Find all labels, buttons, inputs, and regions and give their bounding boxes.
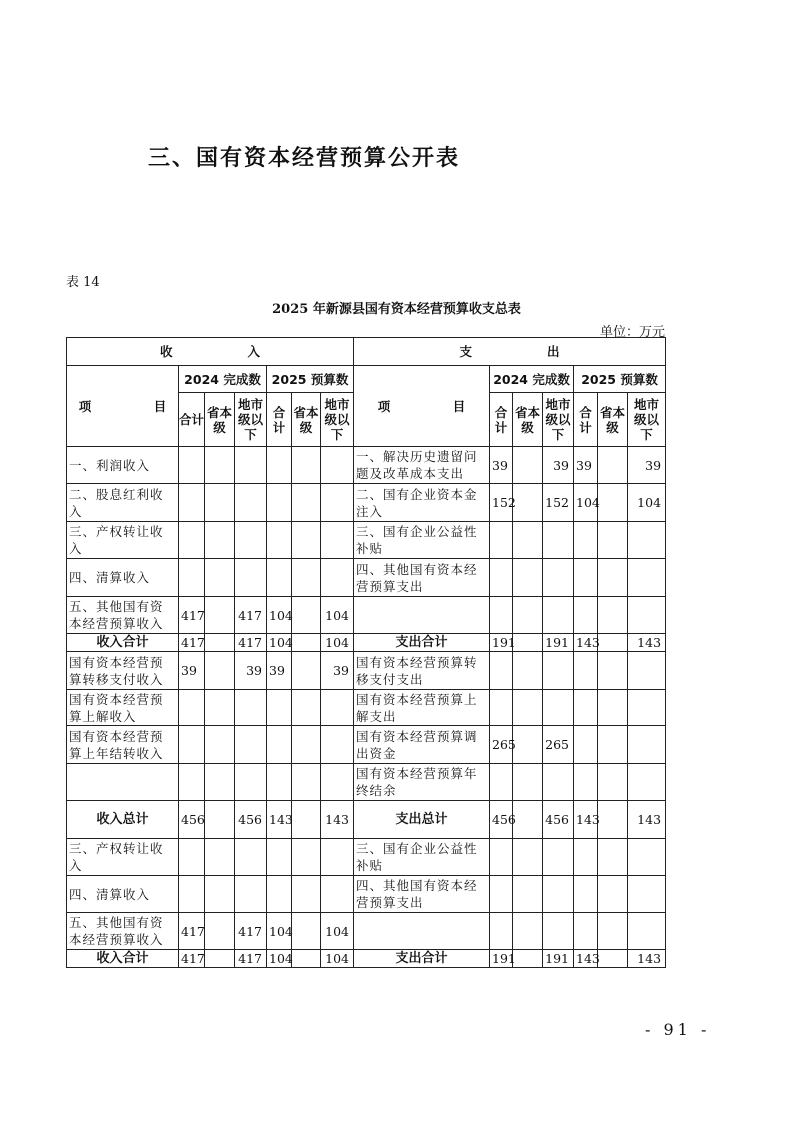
- table-row: [67, 484, 666, 522]
- income-value: [267, 764, 292, 801]
- expense-item: 支出总计: [354, 801, 490, 839]
- income-value: 104: [321, 950, 354, 968]
- expense-item: 国有资本经营预算年终结余: [354, 764, 490, 801]
- income-value: [321, 764, 354, 801]
- expense-value: [598, 597, 628, 634]
- income-value: [179, 764, 205, 801]
- expense-item: 三、国有企业公益性补贴: [354, 522, 490, 559]
- expense-value: [598, 447, 628, 484]
- income-value: [292, 726, 321, 764]
- expense-2024-header: 2024 完成数: [490, 366, 574, 393]
- expense-value: [574, 913, 598, 950]
- expense-value: [574, 690, 598, 726]
- income-2024-header: 2024 完成数: [179, 366, 267, 393]
- income-value: [292, 484, 321, 522]
- income-item: 二、股息红利收入: [67, 484, 179, 522]
- income-value: [235, 447, 267, 484]
- table-row: [67, 447, 666, 484]
- table-row: [67, 913, 666, 950]
- income-value: [292, 634, 321, 652]
- expense-value: [598, 652, 628, 690]
- expense-item: 二、国有企业资本金注入: [354, 484, 490, 522]
- expense-value: 152: [490, 484, 513, 522]
- expense-value: [628, 597, 666, 634]
- table-row: [67, 726, 666, 764]
- expense-value: [543, 690, 574, 726]
- income-value: 104: [267, 597, 292, 634]
- expense-value: [574, 876, 598, 913]
- expense-value: [513, 522, 543, 559]
- expense-value: [598, 839, 628, 876]
- income-value: [267, 559, 292, 597]
- expense-value: [490, 876, 513, 913]
- income-value: [321, 726, 354, 764]
- expense-value: 143: [574, 634, 598, 652]
- expense-2025-province-header: 省本级: [598, 393, 628, 447]
- expense-value: [513, 690, 543, 726]
- income-value: 417: [179, 950, 205, 968]
- expense-value: [543, 597, 574, 634]
- expense-value: [513, 950, 543, 968]
- expense-value: [598, 484, 628, 522]
- table-number: 表 14: [66, 275, 100, 290]
- table-row: [67, 559, 666, 597]
- income-item: 国有资本经营预算上年结转收入: [67, 726, 179, 764]
- expense-value: 191: [490, 634, 513, 652]
- income-2025-province-header: 省本级: [292, 393, 321, 447]
- expense-value: [628, 522, 666, 559]
- expense-value: [513, 652, 543, 690]
- expense-value: [490, 597, 513, 634]
- expense-value: [598, 559, 628, 597]
- income-value: 39: [235, 652, 267, 690]
- expense-value: [543, 839, 574, 876]
- income-value: [321, 447, 354, 484]
- income-value: [235, 484, 267, 522]
- income-2025-total-header: 合计: [267, 393, 292, 447]
- income-value: [235, 690, 267, 726]
- income-value: 456: [179, 801, 205, 839]
- income-2024-total-header: 合计: [179, 393, 205, 447]
- income-value: [205, 690, 235, 726]
- table-row: [67, 634, 666, 652]
- income-value: [267, 690, 292, 726]
- income-2024-local-header: 地市级以下: [235, 393, 267, 447]
- income-item: 五、其他国有资本经营预算收入: [67, 597, 179, 634]
- expense-value: 39: [574, 447, 598, 484]
- expense-value: [513, 634, 543, 652]
- expense-item: [354, 913, 490, 950]
- income-value: [205, 634, 235, 652]
- expense-value: 265: [543, 726, 574, 764]
- expense-value: [543, 913, 574, 950]
- expense-value: [543, 764, 574, 801]
- expense-value: [574, 726, 598, 764]
- income-value: [205, 652, 235, 690]
- expense-item: [354, 597, 490, 634]
- expense-value: [574, 652, 598, 690]
- income-value: [292, 597, 321, 634]
- expense-item: 三、国有企业公益性补贴: [354, 839, 490, 876]
- income-value: 417: [235, 913, 267, 950]
- expense-value: [513, 447, 543, 484]
- expense-value: [598, 950, 628, 968]
- expense-value: [628, 876, 666, 913]
- expense-value: 456: [490, 801, 513, 839]
- income-value: [205, 447, 235, 484]
- expense-item: 国有资本经营预算转移支付支出: [354, 652, 490, 690]
- expense-value: 39: [628, 447, 666, 484]
- income-value: [292, 950, 321, 968]
- income-value: [235, 876, 267, 913]
- income-value: [292, 690, 321, 726]
- expense-value: [513, 559, 543, 597]
- expense-value: [513, 597, 543, 634]
- income-value: 417: [179, 634, 205, 652]
- expense-value: 104: [574, 484, 598, 522]
- income-value: [205, 764, 235, 801]
- income-value: 417: [179, 597, 205, 634]
- income-value: [235, 522, 267, 559]
- expense-value: 143: [628, 801, 666, 839]
- expense-value: [628, 764, 666, 801]
- income-value: [235, 726, 267, 764]
- table-row: [67, 950, 666, 968]
- expense-value: [513, 801, 543, 839]
- income-item: 四、清算收入: [67, 876, 179, 913]
- table-row: [67, 597, 666, 634]
- income-value: [235, 559, 267, 597]
- expense-item: 支出合计: [354, 950, 490, 968]
- income-value: [235, 764, 267, 801]
- income-value: [179, 726, 205, 764]
- income-item: 一、利润收入: [67, 447, 179, 484]
- income-value: [321, 559, 354, 597]
- header-row-years: [67, 366, 666, 393]
- income-item: 收入合计: [67, 950, 179, 968]
- expense-value: [598, 690, 628, 726]
- income-item: 国有资本经营预算上解收入: [67, 690, 179, 726]
- income-value: 456: [235, 801, 267, 839]
- expense-value: 143: [574, 950, 598, 968]
- expense-value: [513, 839, 543, 876]
- table-row: [67, 690, 666, 726]
- expense-value: 143: [628, 634, 666, 652]
- income-item: 三、产权转让收入: [67, 522, 179, 559]
- income-value: [321, 484, 354, 522]
- income-item: 国有资本经营预算转移支付收入: [67, 652, 179, 690]
- income-value: [205, 522, 235, 559]
- expense-value: [543, 522, 574, 559]
- expense-2024-total-header: 合计: [490, 393, 513, 447]
- expense-value: [628, 913, 666, 950]
- expense-item: 四、其他国有资本经营预算支出: [354, 559, 490, 597]
- expense-value: [543, 559, 574, 597]
- expense-value: 191: [543, 634, 574, 652]
- expense-value: 152: [543, 484, 574, 522]
- income-value: 417: [235, 950, 267, 968]
- expense-2025-header: 2025 预算数: [574, 366, 666, 393]
- expense-value: [628, 690, 666, 726]
- income-value: [292, 839, 321, 876]
- table-row: [67, 876, 666, 913]
- income-value: 417: [235, 634, 267, 652]
- income-value: [321, 876, 354, 913]
- income-value: 104: [267, 913, 292, 950]
- income-value: [205, 597, 235, 634]
- income-header: 收 入: [67, 338, 354, 366]
- expense-value: 39: [543, 447, 574, 484]
- income-value: [235, 839, 267, 876]
- table-title: 2025 年新源县国有资本经营预算收支总表: [272, 302, 521, 317]
- expense-value: [574, 522, 598, 559]
- header-row-main: [67, 338, 666, 366]
- income-value: [321, 690, 354, 726]
- income-value: 143: [321, 801, 354, 839]
- income-value: [292, 447, 321, 484]
- expense-value: [598, 801, 628, 839]
- expense-item: 国有资本经营预算上解支出: [354, 690, 490, 726]
- income-value: [292, 876, 321, 913]
- expense-value: [598, 764, 628, 801]
- section-title: 三、国有资本经营预算公开表: [148, 146, 461, 171]
- table-row: [67, 839, 666, 876]
- income-item: 五、其他国有资本经营预算收入: [67, 913, 179, 950]
- expense-value: [490, 839, 513, 876]
- expense-value: [598, 522, 628, 559]
- expense-value: [513, 484, 543, 522]
- income-value: [267, 839, 292, 876]
- expense-value: [598, 726, 628, 764]
- income-value: [267, 726, 292, 764]
- income-item: 收入总计: [67, 801, 179, 839]
- income-value: 104: [321, 597, 354, 634]
- page-number: - 91 -: [645, 1020, 711, 1039]
- income-value: 143: [267, 801, 292, 839]
- expense-value: [628, 726, 666, 764]
- expense-value: [490, 690, 513, 726]
- income-value: [179, 447, 205, 484]
- expense-value: [543, 876, 574, 913]
- income-value: [179, 484, 205, 522]
- expense-value: [513, 726, 543, 764]
- income-item-header: 项 目: [67, 366, 179, 447]
- expense-value: [574, 764, 598, 801]
- expense-item-header: 项 目: [354, 366, 490, 447]
- income-value: [179, 876, 205, 913]
- income-value: [292, 522, 321, 559]
- expense-value: [574, 839, 598, 876]
- expense-value: [574, 597, 598, 634]
- income-value: 39: [267, 652, 292, 690]
- expense-value: [598, 913, 628, 950]
- income-value: [205, 801, 235, 839]
- expense-2024-province-header: 省本级: [513, 393, 543, 447]
- expense-value: [513, 876, 543, 913]
- expense-item: 支出合计: [354, 634, 490, 652]
- expense-value: [598, 876, 628, 913]
- income-item: 三、产权转让收入: [67, 839, 179, 876]
- income-value: 417: [179, 913, 205, 950]
- table-row: [67, 522, 666, 559]
- income-2025-local-header: 地市级以下: [321, 393, 354, 447]
- expense-value: 143: [628, 950, 666, 968]
- income-value: 104: [321, 634, 354, 652]
- expense-2025-total-header: 合计: [574, 393, 598, 447]
- income-value: [205, 484, 235, 522]
- expense-value: [490, 522, 513, 559]
- income-value: 104: [267, 950, 292, 968]
- income-value: [205, 913, 235, 950]
- income-value: 104: [267, 634, 292, 652]
- expense-value: [490, 913, 513, 950]
- income-value: [267, 447, 292, 484]
- income-item: [67, 764, 179, 801]
- expense-value: 143: [574, 801, 598, 839]
- income-value: [267, 484, 292, 522]
- income-value: [292, 764, 321, 801]
- income-2025-header: 2025 预算数: [267, 366, 354, 393]
- expense-value: 265: [490, 726, 513, 764]
- expense-value: [574, 559, 598, 597]
- expense-value: 104: [628, 484, 666, 522]
- income-value: [205, 876, 235, 913]
- income-value: [267, 876, 292, 913]
- income-value: 104: [321, 913, 354, 950]
- income-value: [205, 950, 235, 968]
- income-value: [267, 522, 292, 559]
- expense-value: [628, 652, 666, 690]
- expense-value: [543, 652, 574, 690]
- expense-value: [598, 634, 628, 652]
- expense-value: [628, 559, 666, 597]
- income-value: [292, 913, 321, 950]
- budget-table: [66, 337, 666, 968]
- income-value: [205, 726, 235, 764]
- income-value: 39: [179, 652, 205, 690]
- income-value: [179, 559, 205, 597]
- income-value: [179, 690, 205, 726]
- table-row: [67, 801, 666, 839]
- expense-item: 一、解决历史遗留问题及改革成本支出: [354, 447, 490, 484]
- income-value: [292, 801, 321, 839]
- expense-value: [513, 913, 543, 950]
- income-value: [179, 522, 205, 559]
- income-item: 收入合计: [67, 634, 179, 652]
- income-2024-province-header: 省本级: [205, 393, 235, 447]
- income-value: [292, 652, 321, 690]
- expense-2025-local-header: 地市级以下: [628, 393, 666, 447]
- expense-value: [490, 764, 513, 801]
- expense-value: 191: [543, 950, 574, 968]
- table-row: [67, 764, 666, 801]
- income-value: 39: [321, 652, 354, 690]
- income-value: [205, 839, 235, 876]
- expense-value: 456: [543, 801, 574, 839]
- expense-value: [628, 839, 666, 876]
- income-value: [321, 839, 354, 876]
- income-value: [292, 559, 321, 597]
- expense-value: [490, 652, 513, 690]
- expense-item: 四、其他国有资本经营预算支出: [354, 876, 490, 913]
- income-value: 417: [235, 597, 267, 634]
- expense-value: 39: [490, 447, 513, 484]
- table-row: [67, 652, 666, 690]
- expense-value: [490, 559, 513, 597]
- expense-header: 支 出: [354, 338, 666, 366]
- expense-item: 国有资本经营预算调出资金: [354, 726, 490, 764]
- expense-2024-local-header: 地市级以下: [543, 393, 574, 447]
- income-value: [205, 559, 235, 597]
- income-value: [179, 839, 205, 876]
- expense-value: 191: [490, 950, 513, 968]
- income-item: 四、清算收入: [67, 559, 179, 597]
- expense-value: [513, 764, 543, 801]
- unit-label: 单位：万元: [599, 325, 665, 340]
- income-value: [321, 522, 354, 559]
